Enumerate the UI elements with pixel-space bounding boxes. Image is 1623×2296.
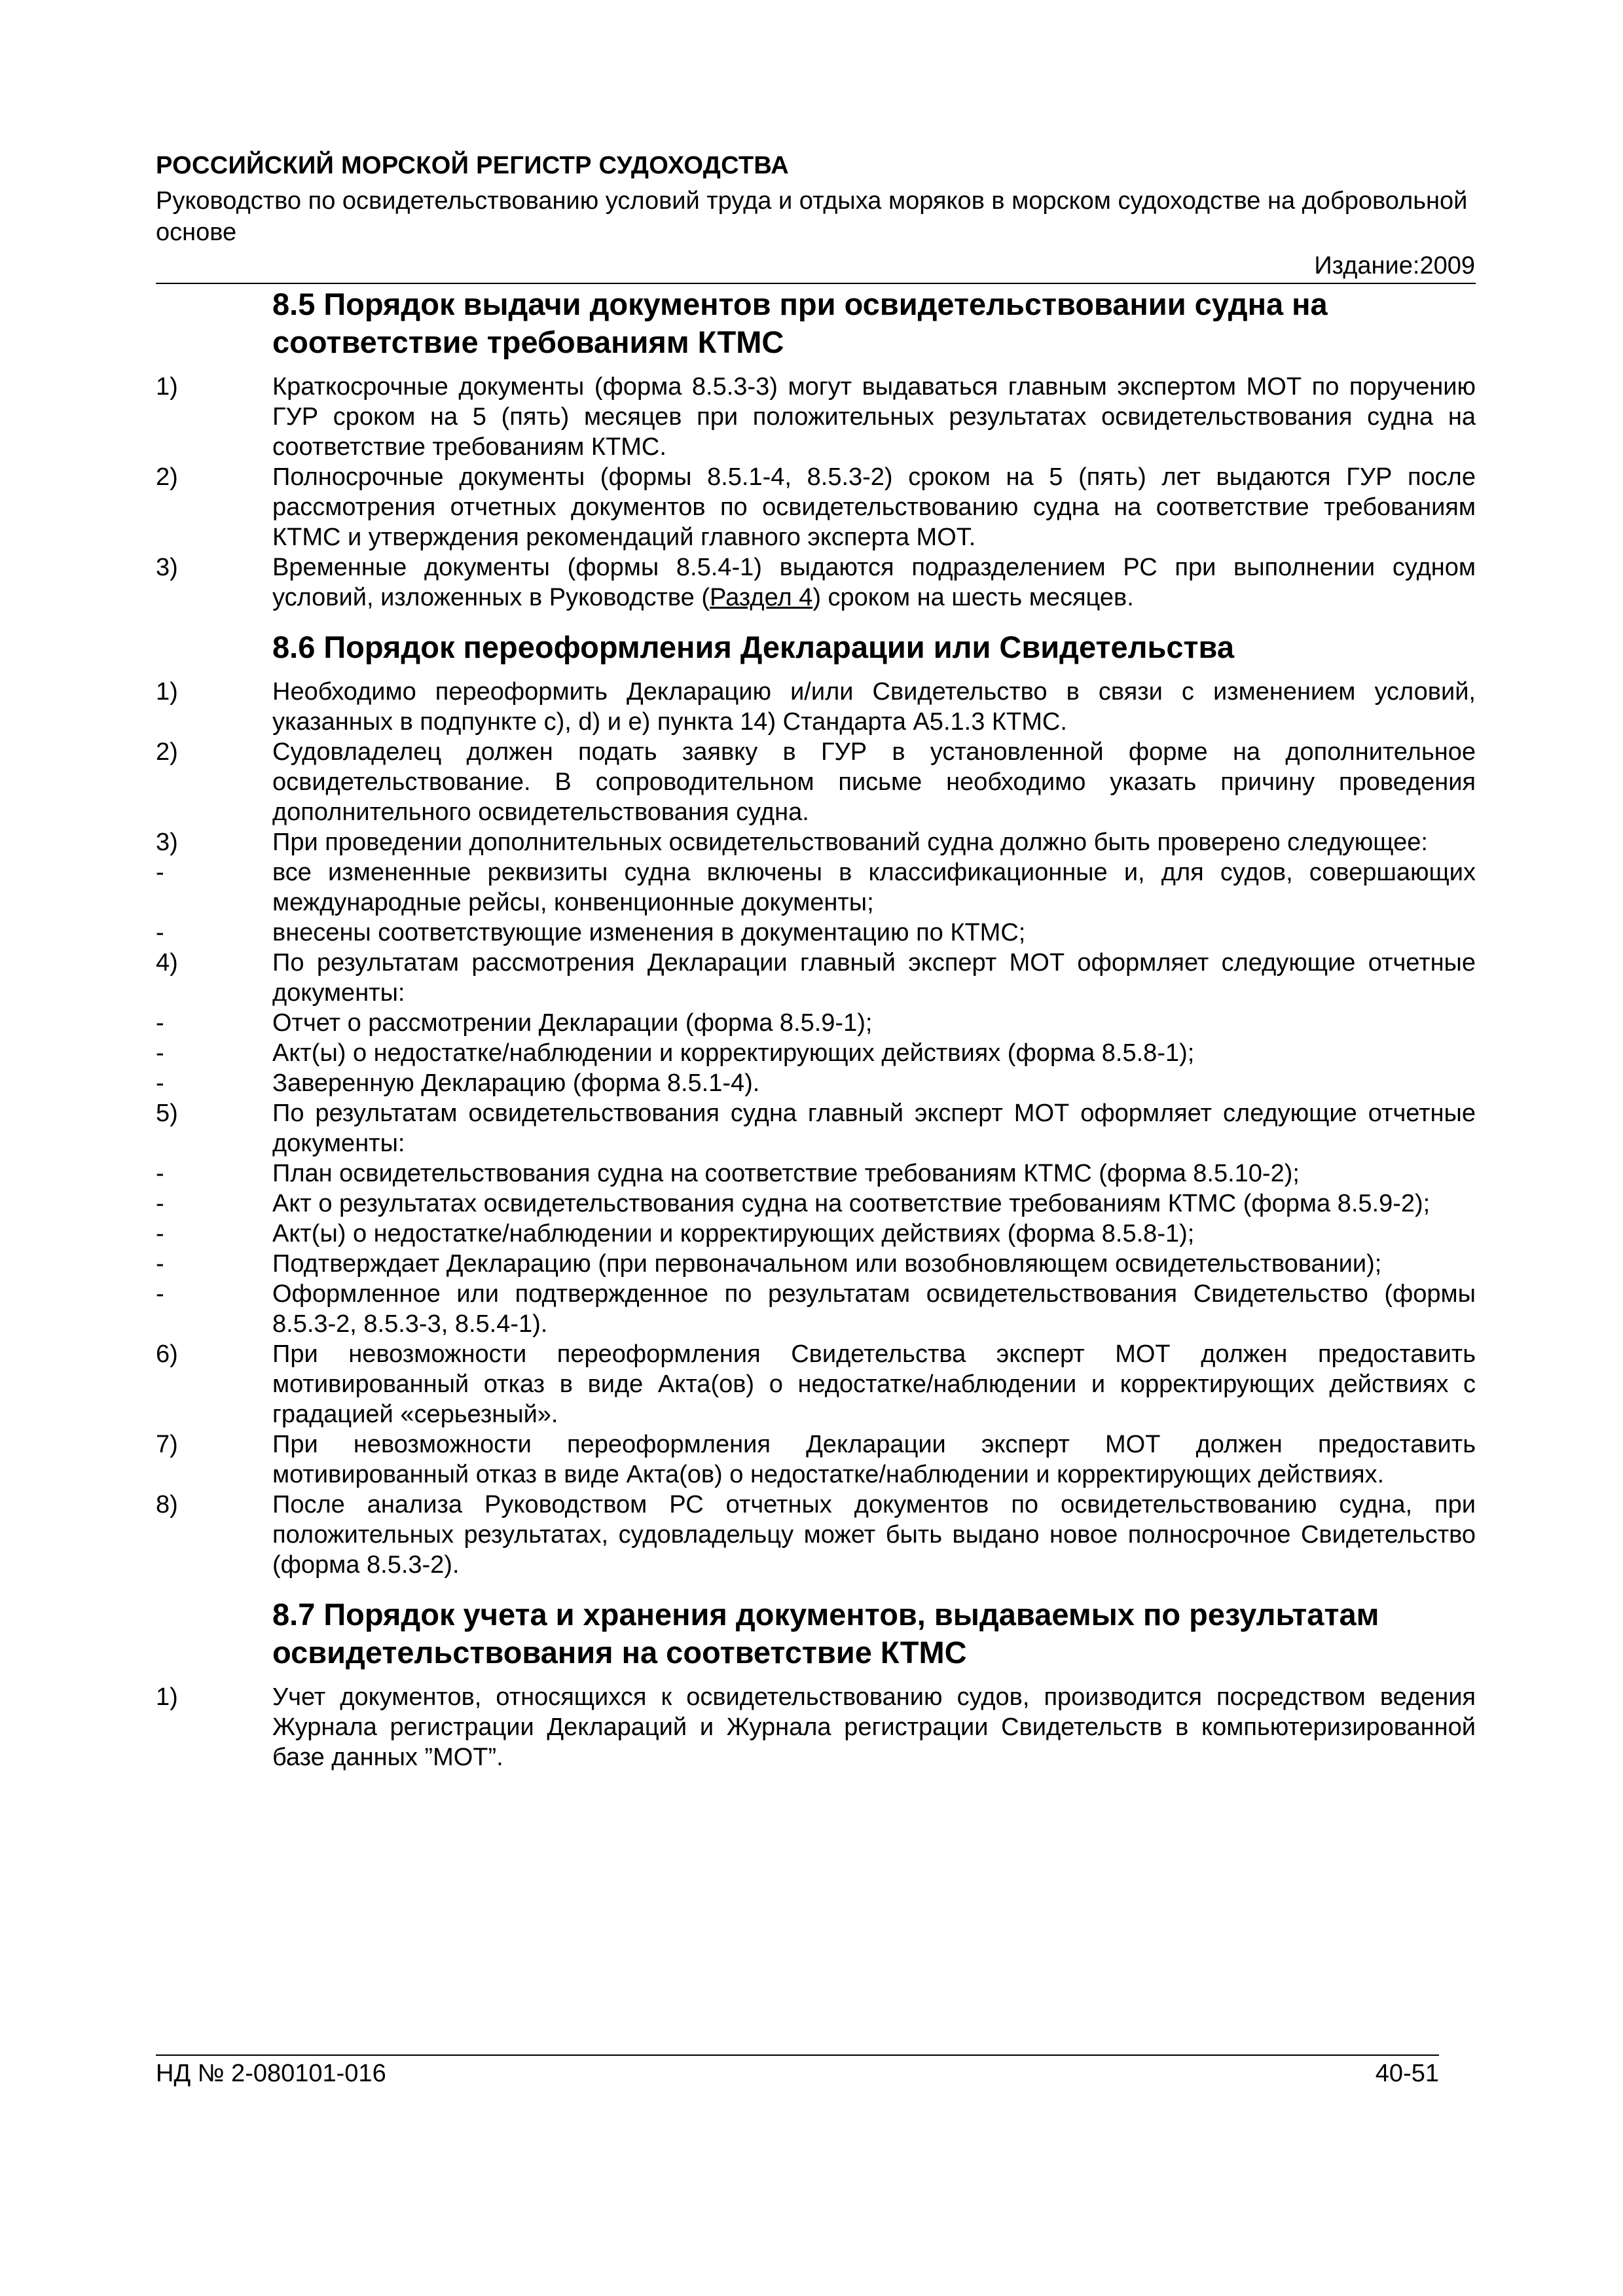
list-item <box>156 918 1476 948</box>
item-marker: 1) <box>156 1683 178 1711</box>
item-list <box>156 372 1476 613</box>
item-text: При невозможности переоформления Декларации эксперт МОТ должен предоставить мотивированный отказ в виде Акта(ов) о недостатке/наблюдении и корректирующих действиях. <box>272 1431 1476 1488</box>
item-text: внесены соответствующие изменения в документацию по КТМС; <box>272 919 1026 946</box>
item-text: После анализа Руководством РС отчетных документов по освидетельствованию судна, при положительных результатах, судовладельцу может быть выдано новое полносрочное Свидетельство (форма 8.5.3-2). <box>272 1491 1476 1579</box>
item-text: План освидетельствования судна на соответствие требованиям КТМС (форма 8.5.10-2); <box>272 1160 1300 1187</box>
list-item <box>156 1339 1476 1429</box>
list-item <box>156 1068 1476 1098</box>
list-item <box>156 677 1476 737</box>
header-divider <box>156 283 1476 284</box>
list-item <box>156 1490 1476 1580</box>
item-text: При невозможности переоформления Свидетельства эксперт МОТ должен предоставить мотивированный отказ в виде Акта(ов) о недостатке/наблюдении и корректирующих действиях с градацией «серьезный». <box>272 1340 1476 1428</box>
item-text-after: ) сроком на шесть месяцев. <box>812 584 1134 611</box>
section-8-5 <box>156 285 1476 613</box>
list-item <box>156 1249 1476 1279</box>
item-text: Подтверждает Декларацию (при первоначальном или возобновляющем освидетельствовании); <box>272 1250 1382 1278</box>
item-text: При проведении дополнительных освидетельствований судна должно быть проверено следующее: <box>272 829 1428 856</box>
item-text: Учет документов, относящихся к освидетельствованию судов, производится посредством ведения Журнала регистрации Деклараций и Журнала регистрации Свидетельств в компьютеризированной базе данных ”МОТ”. <box>272 1683 1476 1771</box>
item-marker: 2) <box>156 463 178 491</box>
item-marker: 8) <box>156 1491 178 1518</box>
edition-label: Издание:2009 <box>1314 252 1475 279</box>
item-marker: - <box>156 1220 164 1247</box>
section-heading: 8.5 Порядок выдачи документов при освидетельствовании судна на соответствие требованиям КТМС <box>272 287 1328 359</box>
item-text-before: Временные документы (формы 8.5.4-1) выдаются подразделением РС при выполнении судном условий, изложенных в Руководстве ( <box>272 554 1476 611</box>
list-item <box>156 857 1476 918</box>
document-subtitle: Руководство по освидетельствованию условий труда и отдыха моряков в морском судоходстве на добровольной основе <box>156 187 1468 246</box>
item-text: Заверенную Декларацию (форма 8.5.1-4). <box>272 1069 760 1097</box>
item-text: Краткосрочные документы (форма 8.5.3-3) могут выдаваться главным экспертом МОТ по поручению ГУР сроком на 5 (пять) месяцев при положительных результатах освидетельствования судна на соответствие требованиям КТМС. <box>272 373 1476 461</box>
item-marker: 2) <box>156 738 178 766</box>
document-number: НД № 2-080101-016 <box>156 2060 386 2087</box>
item-text: Полносрочные документы (формы 8.5.1-4, 8.5.3-2) сроком на 5 (пять) лет выдаются ГУР после рассмотрения отчетных документов по освидетельствованию судна на соответствие требованиям КТМС и утверждения рекомендаций главного эксперта МОТ. <box>272 463 1476 551</box>
item-marker: - <box>156 1280 164 1308</box>
item-text: Акт о результатах освидетельствования судна на соответствие требованиям КТМС (форма 8.5.9-2); <box>272 1190 1431 1217</box>
list-item <box>156 462 1476 552</box>
list-item <box>156 1038 1476 1068</box>
item-marker: 1) <box>156 678 178 706</box>
list-item <box>156 1429 1476 1490</box>
list-item <box>156 552 1476 613</box>
item-list <box>156 677 1476 1580</box>
item-marker: - <box>156 859 164 886</box>
list-item <box>156 1682 1476 1772</box>
item-marker: - <box>156 1190 164 1217</box>
item-marker: - <box>156 1160 164 1187</box>
page-number: 40-51 <box>1375 2060 1439 2087</box>
item-marker: - <box>156 1039 164 1067</box>
section-8-6 <box>156 628 1476 1580</box>
list-item <box>156 1008 1476 1038</box>
section-heading: 8.6 Порядок переоформления Декларации или Свидетельства <box>272 630 1234 664</box>
item-marker: 7) <box>156 1431 178 1458</box>
footer-divider <box>156 2054 1439 2056</box>
list-item <box>156 1219 1476 1249</box>
item-text: Акт(ы) о недостатке/наблюдении и корректирующих действиях (форма 8.5.8-1); <box>272 1220 1195 1247</box>
list-item <box>156 827 1476 857</box>
organization-title: РОССИЙСКИЙ МОРСКОЙ РЕГИСТР СУДОХОДСТВА <box>156 152 789 179</box>
item-text: Акт(ы) о недостатке/наблюдении и корректирующих действиях (форма 8.5.8-1); <box>272 1039 1195 1067</box>
item-list <box>156 1682 1476 1772</box>
item-marker: 3) <box>156 554 178 581</box>
item-marker: 4) <box>156 949 178 977</box>
item-marker: - <box>156 1069 164 1097</box>
list-item <box>156 1279 1476 1339</box>
item-marker: - <box>156 919 164 946</box>
list-item <box>156 1189 1476 1219</box>
list-item <box>156 372 1476 462</box>
item-marker: 6) <box>156 1340 178 1368</box>
item-marker: - <box>156 1250 164 1278</box>
section-heading: 8.7 Порядок учета и хранения документов, выдаваемых по результатам освидетельствования на соответствие КТМС <box>272 1597 1379 1670</box>
item-marker: 1) <box>156 373 178 401</box>
list-item <box>156 948 1476 1008</box>
item-text: По результатам рассмотрения Декларации главный эксперт МОТ оформляет следующие отчетные документы: <box>272 949 1476 1007</box>
item-marker: 5) <box>156 1100 178 1127</box>
item-text <box>272 552 1476 613</box>
item-text: все измененные реквизиты судна включены в классификационные и, для судов, совершающих международные рейсы, конвенционные документы; <box>272 859 1476 916</box>
item-marker: 3) <box>156 829 178 856</box>
item-text: Оформленное или подтвержденное по результатам освидетельствования Свидетельство (формы 8.5.3-2, 8.5.3-3, 8.5.4-1). <box>272 1280 1476 1338</box>
section-4-link[interactable]: Раздел 4 <box>710 584 813 611</box>
item-text: По результатам освидетельствования судна главный эксперт МОТ оформляет следующие отчетные документы: <box>272 1100 1476 1157</box>
item-text: Отчет о рассмотрении Декларации (форма 8.5.9-1); <box>272 1009 873 1037</box>
list-item <box>156 737 1476 827</box>
item-text: Необходимо переоформить Декларацию и/или Свидетельство в связи с изменением условий, указанных в подпункте c), d) и e) пункта 14) Стандарта A5.1.3 КТМС. <box>272 678 1476 736</box>
item-marker: - <box>156 1009 164 1037</box>
main-content <box>156 285 1476 1772</box>
item-text: Судовладелец должен подать заявку в ГУР в установленной форме на дополнительное освидетельствование. В сопроводительном письме необходимо указать причину проведения дополнительного освидетельствования судна. <box>272 738 1476 826</box>
section-8-7 <box>156 1596 1476 1772</box>
list-item <box>156 1158 1476 1189</box>
list-item <box>156 1098 1476 1158</box>
